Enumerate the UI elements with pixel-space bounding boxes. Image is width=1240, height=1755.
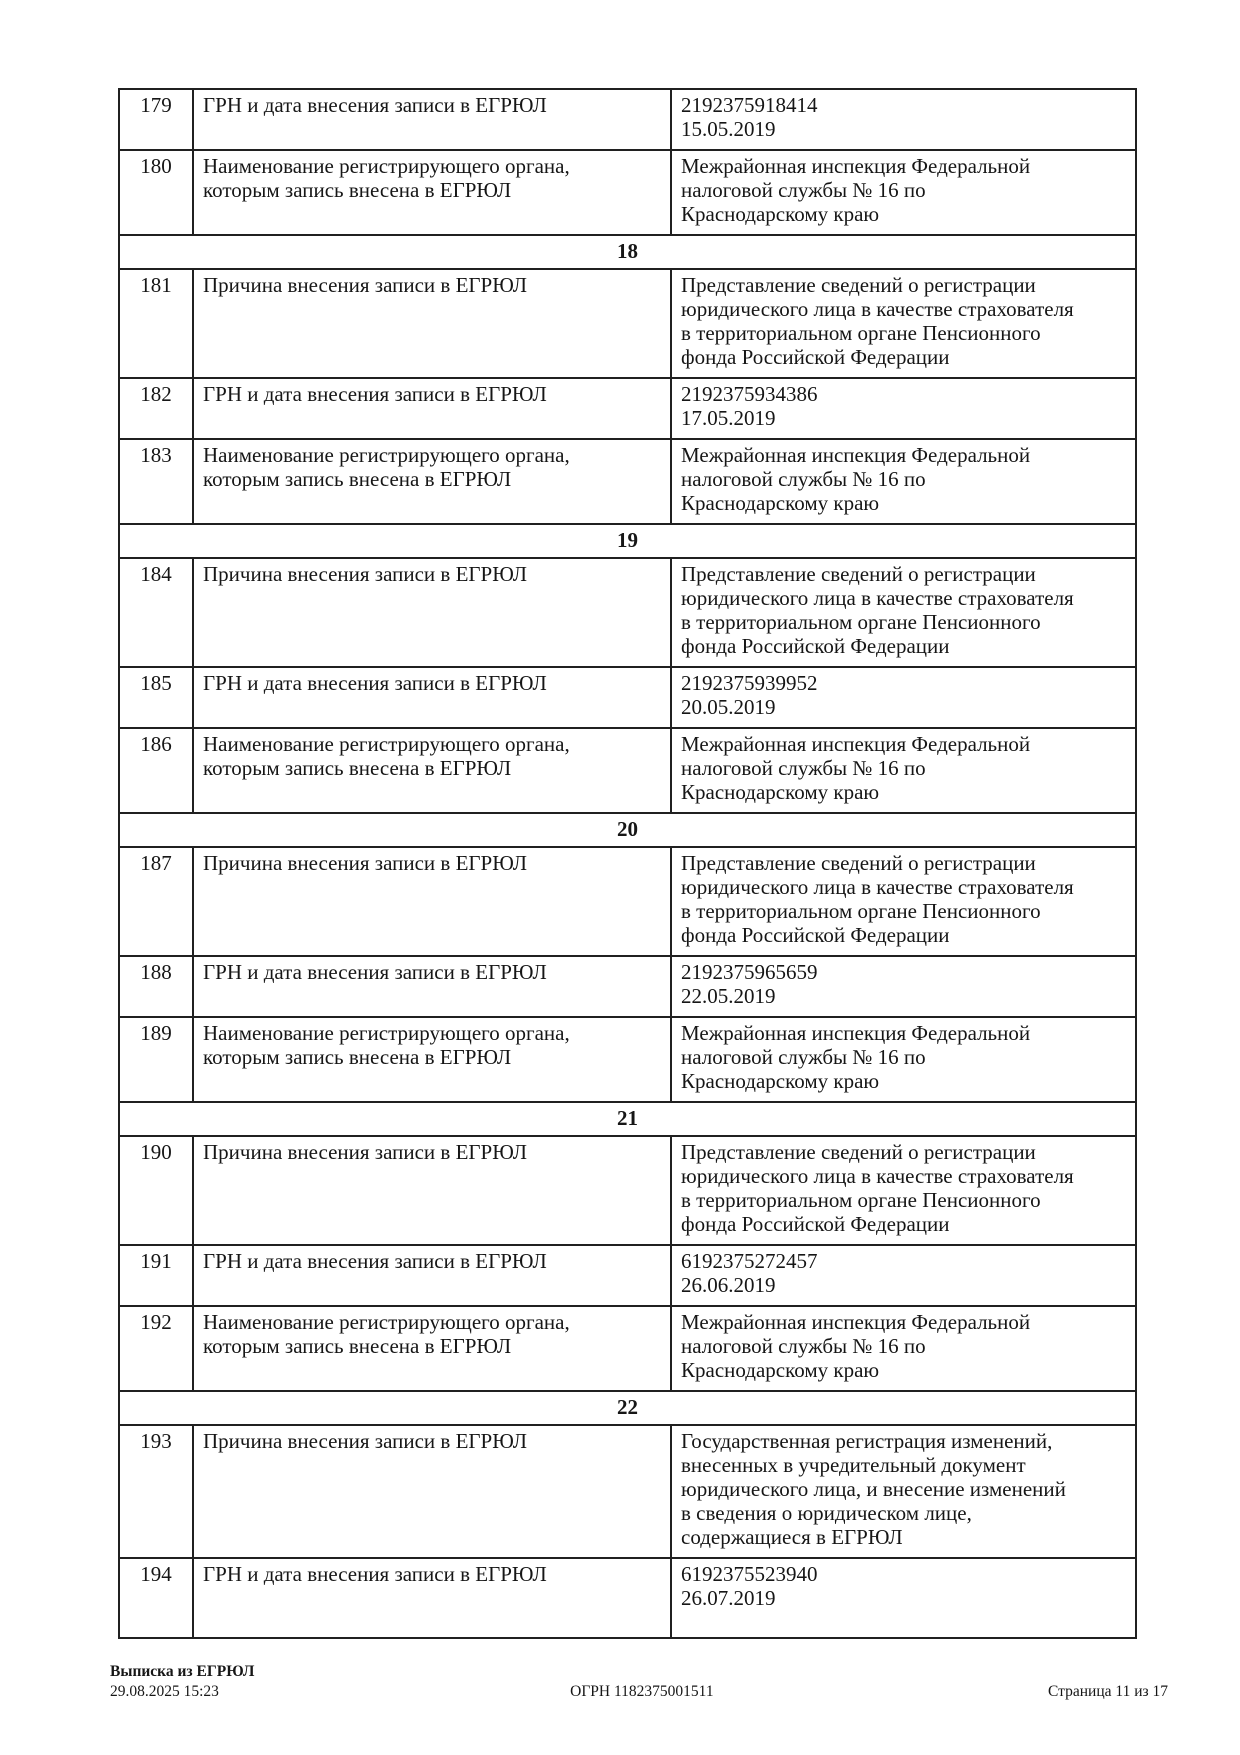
row-number-cell: 189 [120,1018,194,1101]
row-value-cell [672,90,1135,149]
label-line: Наименование регистрирующего органа, [203,154,570,178]
value-line: юридического лица в качестве страхователя [681,875,1074,899]
value-line: юридического лица в качестве страхователя [681,1164,1074,1188]
label-line: ГРН и дата внесения записи в ЕГРЮЛ [203,1562,547,1586]
label-line: ГРН и дата внесения записи в ЕГРЮЛ [203,671,547,695]
row-number-cell: 184 [120,559,194,666]
value-line: налоговой службы № 16 по [681,1045,926,1069]
footer-ogrn: ОГРН 1182375001511 [570,1683,714,1700]
value-line: Межрайонная инспекция Федеральной [681,1021,1031,1045]
row-label-cell [194,559,672,666]
row-value-cell [672,270,1135,377]
section-header-row: 21 [120,1101,1135,1135]
row-label-cell [194,90,672,149]
value-line: Краснодарскому краю [681,1069,880,1093]
row-number-cell: 192 [120,1307,194,1390]
table-row [120,1135,1135,1244]
table-row [120,1305,1135,1390]
row-label-cell [194,1018,672,1101]
label-line: которым запись внесена в ЕГРЮЛ [203,1045,512,1069]
value-line: Межрайонная инспекция Федеральной [681,1310,1031,1334]
label-line: которым запись внесена в ЕГРЮЛ [203,178,512,202]
value-line: 6192375523940 [681,1562,818,1586]
value-line: 2192375934386 [681,382,818,406]
row-value-cell [672,957,1135,1016]
row-value-cell [672,1559,1135,1637]
value-line: содержащиеся в ЕГРЮЛ [681,1525,903,1549]
value-line: в территориальном органе Пенсионного [681,610,1041,634]
page-footer [110,1662,1168,1702]
label-line: которым запись внесена в ЕГРЮЛ [203,1334,512,1358]
row-number-cell: 187 [120,848,194,955]
value-line: налоговой службы № 16 по [681,467,926,491]
value-line: 17.05.2019 [681,406,776,430]
label-line: ГРН и дата внесения записи в ЕГРЮЛ [203,960,547,984]
value-line: фонда Российской Федерации [681,1212,950,1236]
value-line: Межрайонная инспекция Федеральной [681,154,1031,178]
value-line: фонда Российской Федерации [681,345,950,369]
row-value-cell [672,729,1135,812]
row-label-cell [194,270,672,377]
value-line: 2192375918414 [681,93,818,117]
table-row [120,727,1135,812]
section-header-row: 19 [120,523,1135,557]
value-line: юридического лица в качестве страхователя [681,297,1074,321]
value-line: Краснодарскому краю [681,1358,880,1382]
table-row [120,955,1135,1016]
value-line: Краснодарскому краю [681,202,880,226]
value-line: фонда Российской Федерации [681,634,950,658]
row-value-cell [672,440,1135,523]
egrul-table-body [120,90,1135,1637]
row-number-cell: 181 [120,270,194,377]
table-row [120,846,1135,955]
row-value-cell [672,1307,1135,1390]
value-line: в территориальном органе Пенсионного [681,321,1041,345]
label-line: Причина внесения записи в ЕГРЮЛ [203,273,528,297]
section-header-row: 22 [120,1390,1135,1424]
value-line: 2192375965659 [681,960,818,984]
label-line: Причина внесения записи в ЕГРЮЛ [203,1140,528,1164]
row-value-cell [672,559,1135,666]
row-value-cell [672,1426,1135,1557]
value-line: внесенных в учредительный документ [681,1453,1026,1477]
value-line: Межрайонная инспекция Федеральной [681,732,1031,756]
row-number-cell: 185 [120,668,194,727]
row-label-cell [194,1246,672,1305]
table-row [120,1016,1135,1101]
table-row [120,1557,1135,1637]
row-number-cell: 190 [120,1137,194,1244]
table-row [120,557,1135,666]
value-line: Межрайонная инспекция Федеральной [681,443,1031,467]
row-label-cell [194,1559,672,1637]
value-line: Краснодарскому краю [681,780,880,804]
value-line: налоговой службы № 16 по [681,1334,926,1358]
table-row [120,377,1135,438]
value-line: Краснодарскому краю [681,491,880,515]
row-label-cell [194,729,672,812]
value-line: 15.05.2019 [681,117,776,141]
value-line: в сведения о юридическом лице, [681,1501,972,1525]
label-line: Наименование регистрирующего органа, [203,1310,570,1334]
egrul-table [118,88,1137,1639]
value-line: Представление сведений о регистрации [681,562,1036,586]
label-line: которым запись внесена в ЕГРЮЛ [203,467,512,491]
value-line: 20.05.2019 [681,695,776,719]
row-label-cell [194,957,672,1016]
value-line: Представление сведений о регистрации [681,1140,1036,1164]
label-line: Наименование регистрирующего органа, [203,1021,570,1045]
value-line: 2192375939952 [681,671,818,695]
row-number-cell: 194 [120,1559,194,1637]
section-header-row: 20 [120,812,1135,846]
table-row [120,438,1135,523]
label-line: которым запись внесена в ЕГРЮЛ [203,756,512,780]
row-value-cell [672,668,1135,727]
table-row [120,1424,1135,1557]
row-value-cell [672,1018,1135,1101]
row-value-cell [672,1137,1135,1244]
value-line: Представление сведений о регистрации [681,273,1036,297]
value-line: фонда Российской Федерации [681,923,950,947]
row-label-cell [194,379,672,438]
row-number-cell: 188 [120,957,194,1016]
row-label-cell [194,1426,672,1557]
row-label-cell [194,440,672,523]
label-line: Причина внесения записи в ЕГРЮЛ [203,562,528,586]
value-line: 26.07.2019 [681,1586,776,1610]
row-value-cell [672,1246,1135,1305]
row-value-cell [672,151,1135,234]
value-line: юридического лица в качестве страхователя [681,586,1074,610]
value-line: в территориальном органе Пенсионного [681,1188,1041,1212]
section-header-row: 18 [120,234,1135,268]
row-number-cell: 193 [120,1426,194,1557]
row-value-cell [672,848,1135,955]
table-row [120,90,1135,149]
row-label-cell [194,668,672,727]
label-line: Наименование регистрирующего органа, [203,732,570,756]
value-line: Представление сведений о регистрации [681,851,1036,875]
value-line: 6192375272457 [681,1249,818,1273]
label-line: Наименование регистрирующего органа, [203,443,570,467]
row-number-cell: 182 [120,379,194,438]
document-title: Выписка из ЕГРЮЛ [110,1663,255,1680]
footer-left-block [110,1662,254,1702]
label-line: ГРН и дата внесения записи в ЕГРЮЛ [203,382,547,406]
value-line: налоговой службы № 16 по [681,178,926,202]
table-row [120,666,1135,727]
label-line: Причина внесения записи в ЕГРЮЛ [203,851,528,875]
row-number-cell: 180 [120,151,194,234]
value-line: налоговой службы № 16 по [681,756,926,780]
row-label-cell [194,151,672,234]
table-row [120,1244,1135,1305]
value-line: в территориальном органе Пенсионного [681,899,1041,923]
value-line: 22.05.2019 [681,984,776,1008]
row-number-cell: 183 [120,440,194,523]
table-row [120,268,1135,377]
row-number-cell: 186 [120,729,194,812]
row-number-cell: 179 [120,90,194,149]
row-label-cell [194,848,672,955]
label-line: ГРН и дата внесения записи в ЕГРЮЛ [203,93,547,117]
row-label-cell [194,1307,672,1390]
document-generated-timestamp: 29.08.2025 15:23 [110,1683,219,1700]
value-line: юридического лица, и внесение изменений [681,1477,1066,1501]
label-line: Причина внесения записи в ЕГРЮЛ [203,1429,528,1453]
footer-page-number: Страница 11 из 17 [1048,1683,1168,1700]
table-row [120,149,1135,234]
row-number-cell: 191 [120,1246,194,1305]
row-label-cell [194,1137,672,1244]
value-line: Государственная регистрация изменений, [681,1429,1053,1453]
label-line: ГРН и дата внесения записи в ЕГРЮЛ [203,1249,547,1273]
value-line: 26.06.2019 [681,1273,776,1297]
row-value-cell [672,379,1135,438]
